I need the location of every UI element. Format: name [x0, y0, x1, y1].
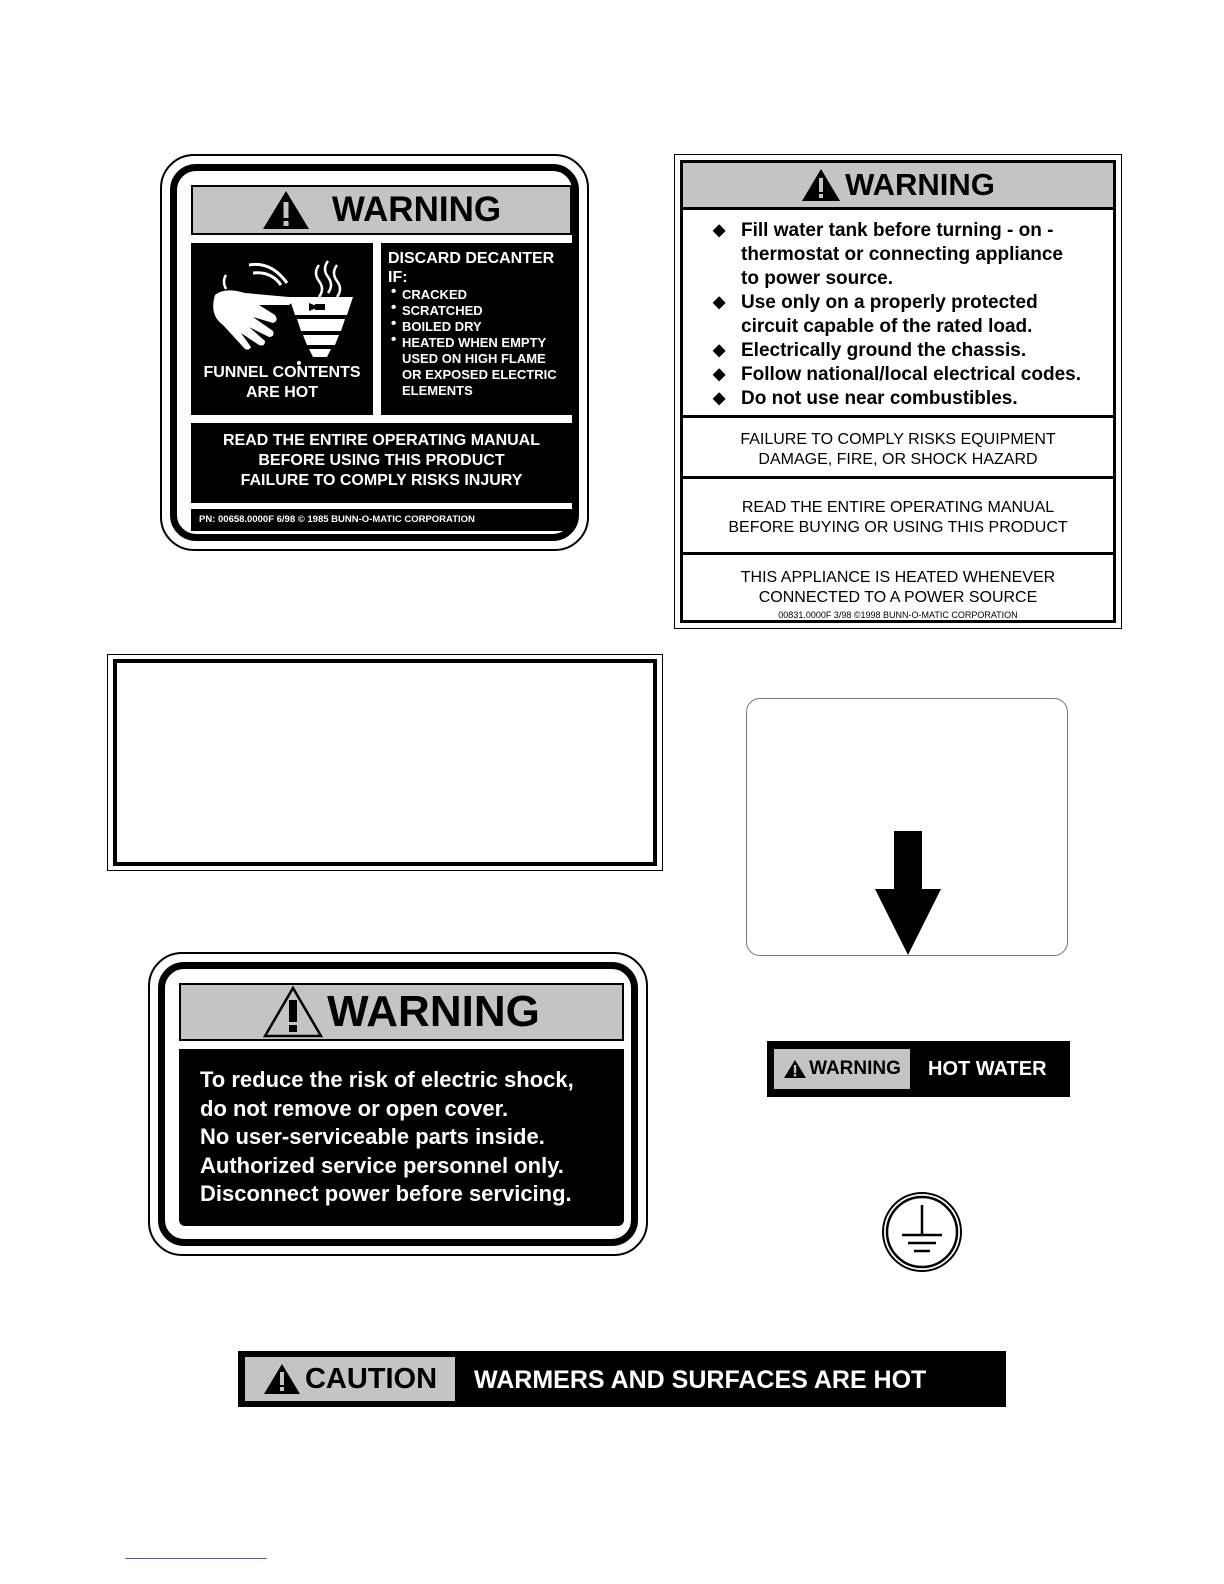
failure-to-comply-row — [683, 421, 1113, 479]
list-item: • HEATED WHEN EMPTY — [392, 335, 572, 351]
discard-title-line-1: DISCARD DECANTER — [388, 250, 555, 267]
electrical-part-number: 00831.0000F 3/98 ©1998 BUNN-O-MATIC CORPORATION — [778, 610, 1018, 620]
list-item — [713, 291, 1113, 339]
list-item: • SCRATCHED — [392, 303, 572, 319]
read-line: READ THE ENTIRE OPERATING MANUAL — [741, 499, 1055, 516]
failure-line: FAILURE TO COMPLY RISKS EQUIPMENT — [740, 431, 1056, 448]
caution-text: WARMERS AND SURFACES ARE HOT — [474, 1366, 927, 1394]
electrical-warning-header — [683, 163, 1113, 210]
list-item-continued: OR EXPOSED ELECTRIC — [402, 367, 557, 382]
list-item — [713, 219, 1113, 291]
hot-water-text: HOT WATER — [928, 1058, 1047, 1080]
down-arrow-icon — [874, 831, 944, 957]
electrical-warning-title: WARNING — [845, 167, 995, 202]
list-item — [713, 339, 1113, 363]
list-item — [713, 387, 1113, 411]
list-item-line: ◆ Do not use near combustibles. — [741, 388, 1018, 409]
blank-label-inner-border — [113, 659, 657, 866]
failure-line: DAMAGE, FIRE, OR SHOCK HAZARD — [758, 451, 1038, 468]
warning-triangle-icon — [783, 1059, 807, 1079]
read-manual-row — [683, 482, 1113, 555]
list-item-line: ◆ Use only on a properly protected — [741, 292, 1038, 313]
caution-signal-panel — [245, 1357, 455, 1401]
caution-hot-surfaces-label — [238, 1351, 1006, 1407]
warning-triangle-icon — [262, 190, 310, 230]
discard-decanter-panel — [381, 243, 572, 415]
read-line: BEFORE BUYING OR USING THIS PRODUCT — [728, 519, 1068, 536]
blank-label-box — [107, 654, 663, 871]
list-item: • CRACKED — [392, 287, 572, 303]
list-item-line: thermostat or connecting appliance — [741, 244, 1063, 265]
electrical-warning-label — [674, 154, 1122, 629]
list-item-line: ◆ Electrically ground the chassis. — [741, 340, 1027, 361]
funnel-warning-label — [160, 154, 589, 551]
list-item — [713, 363, 1113, 387]
read-line: FAILURE TO COMPLY RISKS INJURY — [240, 472, 523, 489]
funnel-warning-title: WARNING — [331, 190, 502, 229]
ground-symbol-label — [881, 1191, 963, 1273]
hot-water-warning-label — [767, 1041, 1070, 1097]
shock-warning-line: Disconnect power before servicing. — [200, 1181, 572, 1207]
list-item-continued: USED ON HIGH FLAME — [402, 351, 546, 366]
heated-appliance-row — [683, 558, 1113, 626]
protective-ground-icon — [881, 1191, 963, 1273]
warning-triangle-icon — [801, 168, 841, 202]
electrical-instructions-list — [683, 213, 1113, 418]
list-item: • BOILED DRY — [392, 319, 572, 335]
pictogram-caption-line-2: ARE HOT — [246, 384, 318, 401]
read-line: BEFORE USING THIS PRODUCT — [258, 452, 505, 469]
funnel-read-manual-panel — [191, 423, 572, 503]
shock-warning-header — [179, 983, 624, 1041]
funnel-warning-inner-border — [170, 164, 579, 541]
list-item-line: ◆ Follow national/local electrical codes. — [741, 364, 1081, 385]
hot-funnel-pictogram-panel — [191, 243, 373, 415]
read-line: READ THE ENTIRE OPERATING MANUAL — [222, 432, 541, 449]
warning-triangle-icon — [263, 1363, 301, 1395]
shock-warning-inner-border — [158, 962, 638, 1246]
shock-warning-title: WARNING — [327, 987, 540, 1036]
pictogram-caption-line-1: FUNNEL CONTENTS — [203, 364, 361, 381]
shock-warning-line: To reduce the risk of electric shock, — [200, 1067, 574, 1092]
shock-warning-label — [148, 952, 648, 1256]
shock-warning-line: do not remove or open cover. — [200, 1095, 509, 1121]
footer-rule — [125, 1558, 267, 1559]
funnel-part-number: PN: 00658.0000F 6/98 © 1985 BUNN-O-MATIC CORPORATION — [191, 509, 572, 531]
list-item-line: circuit capable of the rated load. — [741, 316, 1033, 337]
heated-line: THIS APPLIANCE IS HEATED WHENEVER — [740, 569, 1056, 586]
shock-warning-line: No user-serviceable parts inside. — [200, 1124, 545, 1150]
list-item-line: ◆ Fill water tank before turning - on - — [741, 220, 1054, 241]
hot-water-signal-panel — [774, 1049, 910, 1089]
electrical-warning-frame — [680, 160, 1116, 623]
list-item-line: to power source. — [741, 268, 894, 289]
caution-signal-word: CAUTION — [304, 1362, 438, 1395]
shock-warning-line: Authorized service personnel only. — [200, 1152, 564, 1178]
hot-water-signal-word: WARNING — [809, 1058, 901, 1079]
funnel-warning-header — [191, 185, 572, 235]
hot-funnel-hand-icon — [191, 251, 373, 371]
list-item-continued: ELEMENTS — [402, 383, 473, 398]
shock-warning-body — [179, 1049, 624, 1226]
arrow-label-box — [746, 698, 1068, 956]
warning-triangle-outline-icon — [263, 986, 323, 1038]
heated-line: CONNECTED TO A POWER SOURCE — [758, 589, 1038, 606]
discard-title-line-2: IF: — [388, 269, 408, 286]
discard-conditions-list — [388, 287, 572, 399]
